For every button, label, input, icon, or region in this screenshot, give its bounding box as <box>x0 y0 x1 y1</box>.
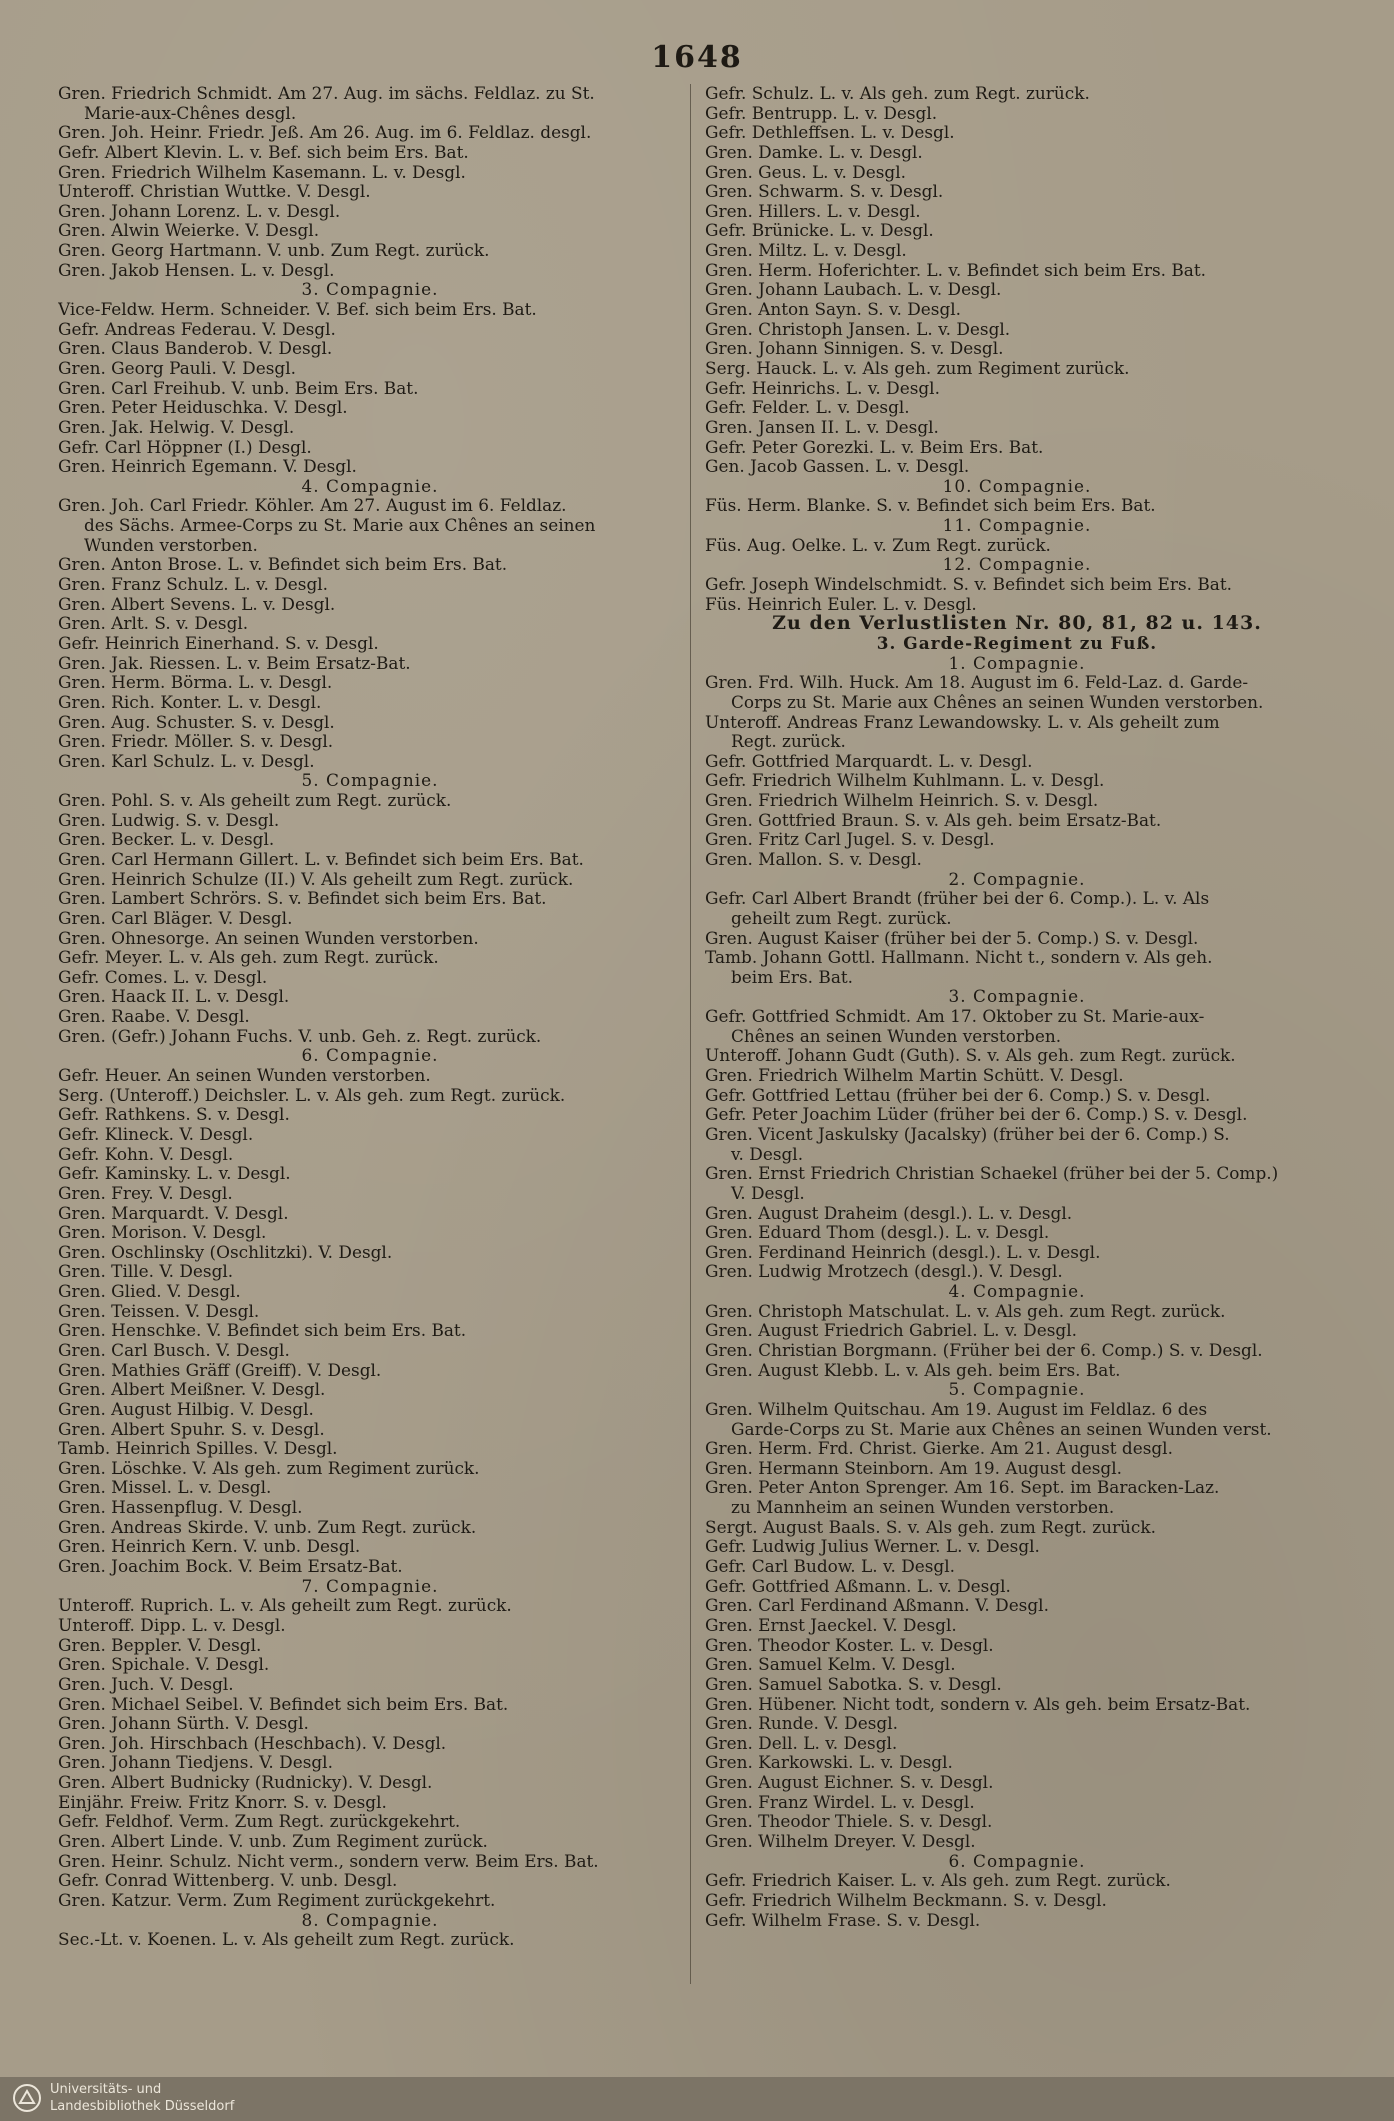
list-entry: Gefr. Friedrich Wilhelm Beckmann. S. v. Desgl. <box>705 1890 1107 1910</box>
list-entry: Gren. Ludwig Mrotzech (desgl.). V. Desgl. <box>705 1262 1063 1282</box>
list-entry: Gefr. Dethleffsen. L. v. Desgl. <box>705 123 955 143</box>
list-entry: Gefr. Wilhelm Frase. S. v. Desgl. <box>705 1910 981 1930</box>
list-entry: Gren. Georg Hartmann. V. unb. Zum Regt. zurück. <box>58 241 490 261</box>
list-entry: Gefr. Heinrich Einerhand. S. v. Desgl. <box>58 633 379 653</box>
list-entry: Einjähr. Freiw. Fritz Knorr. S. v. Desgl. <box>58 1792 387 1812</box>
list-entry: Gren. Andreas Skirde. V. unb. Zum Regt. zurück. <box>58 1517 477 1537</box>
list-entry-continuation: zu Mannheim an seinen Wunden verstorben. <box>731 1498 1115 1518</box>
list-entry: Gren. Carl Hermann Gillert. L. v. Befindet sich beim Ers. Bat. <box>58 849 584 869</box>
list-entry: Gefr. Carl Albert Brandt (früher bei der 6. Comp.). L. v. Als <box>705 889 1210 909</box>
list-entry: Gren. Hassenpflug. V. Desgl. <box>58 1498 303 1518</box>
company-heading: 5. Compagnie. <box>948 1380 1086 1400</box>
list-entry: Füs. Aug. Oelke. L. v. Zum Regt. zurück. <box>705 535 1051 555</box>
list-entry: Gren. Albert Budnicky (Rudnicky). V. Desgl. <box>58 1773 433 1793</box>
list-entry: Gefr. Ludwig Julius Werner. L. v. Desgl. <box>705 1537 1040 1557</box>
list-entry-continuation: geheilt zum Regt. zurück. <box>731 908 952 928</box>
list-entry: Gren. Ernst Friedrich Christian Schaekel (früher bei der 5. Comp.) <box>705 1164 1279 1184</box>
list-entry: Gren. Carl Busch. V. Desgl. <box>58 1341 290 1360</box>
list-entry: Gren. Herm. Hoferichter. L. v. Befindet sich beim Ers. Bat. <box>705 260 1207 280</box>
list-entry: Gren. Dell. L. v. Desgl. <box>705 1733 898 1753</box>
list-entry: Gren. Peter Heiduschka. V. Desgl. <box>58 398 348 418</box>
list-entry: Gren. Heinrich Egemann. V. Desgl. <box>58 457 357 477</box>
list-entry: Unteroff. Andreas Franz Lewandowsky. L. v. Als geheilt zum <box>705 712 1220 732</box>
list-entry: Gren. Henschke. V. Befindet sich beim Ers. Bat. <box>58 1321 467 1341</box>
list-entry: Füs. Herm. Blanke. S. v. Befindet sich beim Ers. Bat. <box>705 496 1156 516</box>
list-entry: Gren. Joh. Heinr. Friedr. Jeß. Am 26. Aug. im 6. Feldlaz. desgl. <box>58 123 592 143</box>
list-entry: Gefr. Joseph Windelschmidt. S. v. Befindet sich beim Ers. Bat. <box>705 575 1232 595</box>
list-entry-continuation: Marie-aux-Chênes desgl. <box>84 103 297 123</box>
list-entry: Gren. Hillers. L. v. Desgl. <box>705 201 921 221</box>
list-entry: Gren. Michael Seibel. V. Befindet sich beim Ers. Bat. <box>58 1694 509 1714</box>
list-entry: Gren. Arlt. S. v. Desgl. <box>58 614 249 634</box>
list-entry: Gren. Ernst Jaeckel. V. Desgl. <box>705 1615 957 1635</box>
list-entry: Gren. Johann Lorenz. L. v. Desgl. <box>58 201 341 221</box>
list-entry: Gefr. Peter Gorezki. L. v. Beim Ers. Bat. <box>705 437 1044 457</box>
list-entry: Gren. Ludwig. S. v. Desgl. <box>58 810 280 830</box>
list-entry: Gren. Hermann Steinborn. Am 19. August desgl. <box>705 1458 1122 1478</box>
list-entry: Gen. Jacob Gassen. L. v. Desgl. <box>705 457 970 477</box>
list-entry: Gefr. Rathkens. S. v. Desgl. <box>58 1105 290 1125</box>
list-entry: Gren. Hübener. Nicht todt, sondern v. Als geh. beim Ersatz-Bat. <box>705 1694 1251 1714</box>
list-entry: Gren. Albert Meißner. V. Desgl. <box>58 1380 326 1400</box>
list-entry: Gefr. Carl Budow. L. v. Desgl. <box>705 1557 956 1577</box>
list-entry: Gren. Oschlinsky (Oschlitzki). V. Desgl. <box>58 1242 393 1262</box>
list-entry: Gren. August Eichner. S. v. Desgl. <box>705 1773 994 1793</box>
right-column <box>705 84 1329 1930</box>
list-entry-continuation: Chênes an seinen Wunden verstorben. <box>731 1026 1062 1046</box>
list-entry: Gren. Pohl. S. v. Als geheilt zum Regt. zurück. <box>58 791 452 811</box>
footer-line-2: Landesbibliothek Düsseldorf <box>50 2099 235 2114</box>
company-heading: 3. Compagnie. <box>301 280 439 300</box>
list-entry: Gren. Jansen II. L. v. Desgl. <box>705 417 939 437</box>
company-heading: 6. Compagnie. <box>948 1851 1086 1871</box>
library-logo-icon <box>12 2083 42 2113</box>
list-entry: Gren. Johann Laubach. L. v. Desgl. <box>705 280 1002 300</box>
list-entry: Gren. Katzur. Verm. Zum Regiment zurückgekehrt. <box>58 1890 496 1910</box>
list-entry: Gren. Frd. Wilh. Huck. Am 18. August im 6. Feld-Laz. d. Garde- <box>705 673 1249 693</box>
list-entry: Serg. Hauck. L. v. Als geh. zum Regiment zurück. <box>705 358 1130 378</box>
list-entry: Gren. Teissen. V. Desgl. <box>58 1301 260 1321</box>
list-entry-continuation: Corps zu St. Marie aux Chênes an seinen Wunden verstorben. <box>731 692 1264 712</box>
list-entry: Gren. Carl Freihub. V. unb. Beim Ers. Bat. <box>58 378 419 398</box>
company-heading: 11. Compagnie. <box>942 516 1092 536</box>
list-entry: Gefr. Schulz. L. v. Als geh. zum Regt. zurück. <box>705 84 1090 103</box>
list-entry: Gren. Joh. Carl Friedr. Köhler. Am 27. August im 6. Feldlaz. <box>58 496 567 516</box>
list-entry: Gren. Friedrich Wilhelm Kasemann. L. v. Desgl. <box>58 162 466 182</box>
list-entry: Gefr. Friedrich Wilhelm Kuhlmann. L. v. Desgl. <box>705 771 1105 791</box>
company-heading: 6. Compagnie. <box>301 1046 439 1066</box>
list-entry: Gefr. Felder. L. v. Desgl. <box>705 398 910 418</box>
list-entry: Gren. Samuel Sabotka. S. v. Desgl. <box>705 1674 1002 1694</box>
list-entry: Gren. Friedrich Wilhelm Martin Schütt. V. Desgl. <box>705 1066 1124 1086</box>
list-entry-continuation: v. Desgl. <box>731 1144 804 1164</box>
list-entry: Gren. Heinr. Schulz. Nicht verm., sondern verw. Beim Ers. Bat. <box>58 1851 599 1871</box>
list-entry: Gefr. Gottfried Schmidt. Am 17. Oktober zu St. Marie-aux- <box>705 1007 1205 1027</box>
list-entry: Gren. Carl Bläger. V. Desgl. <box>58 908 293 928</box>
column-divider <box>690 84 691 1984</box>
list-entry: Sec.-Lt. v. Koenen. L. v. Als geheilt zum Regt. zurück. <box>58 1930 515 1950</box>
list-entry: Gefr. Kaminsky. L. v. Desgl. <box>58 1164 291 1184</box>
list-entry: Gren. Aug. Schuster. S. v. Desgl. <box>58 712 335 732</box>
list-entry: Gren. Frey. V. Desgl. <box>58 1183 233 1203</box>
list-entry: Unteroff. Christian Wuttke. V. Desgl. <box>58 182 371 202</box>
list-entry: Unteroff. Dipp. L. v. Desgl. <box>58 1615 286 1635</box>
list-entry: Gren. Haack II. L. v. Desgl. <box>58 987 290 1007</box>
list-entry: Gren. Herm. Frd. Christ. Gierke. Am 21. August desgl. <box>705 1439 1173 1459</box>
list-entry: Gren. Vicent Jaskulsky (Jacalsky) (früher bei der 6. Comp.) S. <box>705 1124 1230 1144</box>
list-entry: Gefr. Comes. L. v. Desgl. <box>58 967 268 987</box>
list-entry: Gren. Jak. Riessen. L. v. Beim Ersatz-Bat. <box>58 653 411 673</box>
company-heading: 4. Compagnie. <box>301 476 439 496</box>
list-entry: Gren. Juch. V. Desgl. <box>58 1674 234 1694</box>
list-entry: Unteroff. Ruprich. L. v. Als geheilt zum Regt. zurück. <box>58 1596 512 1616</box>
company-heading: 4. Compagnie. <box>948 1282 1086 1302</box>
list-entry: Gefr. Friedrich Kaiser. L. v. Als geh. zum Regt. zurück. <box>705 1871 1171 1891</box>
list-entry: Gefr. Andreas Federau. V. Desgl. <box>58 319 336 339</box>
list-entry: Gren. Theodor Koster. L. v. Desgl. <box>705 1635 994 1655</box>
list-entry: Gren. August Kaiser (früher bei der 5. Comp.) S. v. Desgl. <box>705 928 1199 948</box>
regiment-heading: 3. Garde-Regiment zu Fuß. <box>876 633 1158 653</box>
list-entry-continuation: Wunden verstorben. <box>84 535 258 555</box>
list-entry: Gren. Theodor Thiele. S. v. Desgl. <box>705 1812 993 1832</box>
company-heading: 12. Compagnie. <box>942 555 1092 575</box>
list-entry: Gren. Beppler. V. Desgl. <box>58 1635 262 1655</box>
list-entry: Tamb. Heinrich Spilles. V. Desgl. <box>58 1439 338 1459</box>
list-entry-continuation: Garde-Corps zu St. Marie aux Chênes an seinen Wunden verst. <box>731 1419 1272 1439</box>
footer-text <box>50 2081 234 2115</box>
list-entry: Gren. Herm. Börma. L. v. Desgl. <box>58 673 333 693</box>
list-entry: Sergt. August Baals. S. v. Als geh. zum Regt. zurück. <box>705 1517 1156 1537</box>
list-entry: Gren. Geus. L. v. Desgl. <box>705 162 906 182</box>
company-heading: 10. Compagnie. <box>942 476 1092 496</box>
company-heading: 8. Compagnie. <box>301 1910 439 1930</box>
list-entry: Gren. Claus Banderob. V. Desgl. <box>58 339 333 359</box>
list-entry: Unteroff. Johann Gudt (Guth). S. v. Als geh. zum Regt. zurück. <box>705 1046 1236 1066</box>
list-entry: Gren. Karkowski. L. v. Desgl. <box>705 1753 953 1773</box>
list-entry: Gren. Albert Sevens. L. v. Desgl. <box>58 594 336 614</box>
list-entry: Gren. August Friedrich Gabriel. L. v. Desgl. <box>705 1321 1077 1341</box>
list-entry: Gren. Georg Pauli. V. Desgl. <box>58 358 296 378</box>
list-entry: Gren. Schwarm. S. v. Desgl. <box>705 182 944 202</box>
page-number: 1648 <box>651 40 743 75</box>
list-entry: Gefr. Albert Klevin. L. v. Bef. sich beim Ers. Bat. <box>58 142 469 162</box>
list-entry: Gren. Tille. V. Desgl. <box>58 1262 234 1282</box>
list-entry: Gren. August Draheim (desgl.). L. v. Desgl. <box>705 1203 1073 1223</box>
list-entry: Gren. Albert Linde. V. unb. Zum Regiment zurück. <box>58 1832 488 1852</box>
list-entry: Gren. Morison. V. Desgl. <box>58 1223 267 1243</box>
list-entry: Gefr. Heinrichs. L. v. Desgl. <box>705 378 940 398</box>
list-entry: Gren. Karl Schulz. L. v. Desgl. <box>58 751 315 771</box>
list-entry: Gren. Heinrich Kern. V. unb. Desgl. <box>58 1537 361 1557</box>
list-entry: Gren. Heinrich Schulze (II.) V. Als geheilt zum Regt. zurück. <box>58 869 574 889</box>
list-entry: Gefr. Klineck. V. Desgl. <box>58 1124 254 1144</box>
list-entry: Füs. Heinrich Euler. L. v. Desgl. <box>705 594 977 614</box>
list-entry: Gren. Johann Sürth. V. Desgl. <box>58 1714 309 1734</box>
list-entry: Gren. Damke. L. v. Desgl. <box>705 142 923 162</box>
list-entry: Gren. Fritz Carl Jugel. S. v. Desgl. <box>705 830 995 850</box>
list-entry: Gren. Franz Wirdel. L. v. Desgl. <box>705 1792 975 1812</box>
list-entry: Gren. Runde. V. Desgl. <box>705 1714 898 1734</box>
list-entry: Gren. Friedrich Schmidt. Am 27. Aug. im sächs. Feldlaz. zu St. <box>58 84 595 103</box>
list-entry: Gren. Marquardt. V. Desgl. <box>58 1203 289 1223</box>
list-entry: Gren. August Hilbig. V. Desgl. <box>58 1399 314 1419</box>
company-heading: 3. Compagnie. <box>948 987 1086 1007</box>
list-entry: Gren. Franz Schulz. L. v. Desgl. <box>58 575 329 595</box>
left-column <box>58 84 682 1950</box>
list-entry: Gren. Johann Sinnigen. S. v. Desgl. <box>705 339 1004 359</box>
list-entry: Gren. Peter Anton Sprenger. Am 16. Sept. im Baracken-Laz. <box>705 1478 1220 1498</box>
section-heading: Zu den Verlustlisten Nr. 80, 81, 82 u. 143. <box>772 614 1262 634</box>
list-entry: Gren. Carl Ferdinand Aßmann. V. Desgl. <box>705 1596 1049 1616</box>
list-entry: Gren. Christoph Jansen. L. v. Desgl. <box>705 319 1011 339</box>
list-entry: Gefr. Gottfried Marquardt. L. v. Desgl. <box>705 751 1033 771</box>
company-heading: 2. Compagnie. <box>948 869 1086 889</box>
list-entry: Gren. Albert Spuhr. S. v. Desgl. <box>58 1419 325 1439</box>
list-entry: Gren. Friedr. Möller. S. v. Desgl. <box>58 732 334 752</box>
footer-line-1: Universitäts- und <box>50 2082 162 2097</box>
list-entry: Gren. Christian Borgmann. (Früher bei der 6. Comp.) S. v. Desgl. <box>705 1341 1263 1360</box>
list-entry: Gefr. Feldhof. Verm. Zum Regt. zurückgekehrt. <box>58 1812 461 1832</box>
list-entry: Gefr. Gottfried Aßmann. L. v. Desgl. <box>705 1576 1011 1596</box>
list-entry-continuation: V. Desgl. <box>731 1183 805 1203</box>
list-entry: Gren. Ohnesorge. An seinen Wunden verstorben. <box>58 928 479 948</box>
list-entry: Gren. Alwin Weierke. V. Desgl. <box>58 221 320 241</box>
list-entry: Gefr. Carl Höppner (I.) Desgl. <box>58 437 312 457</box>
company-heading: 1. Compagnie. <box>948 653 1086 673</box>
company-heading: 7. Compagnie. <box>301 1576 439 1596</box>
list-entry-continuation: Regt. zurück. <box>731 732 846 752</box>
list-entry: Gren. Ferdinand Heinrich (desgl.). L. v. Desgl. <box>705 1242 1101 1262</box>
list-entry: Gren. Becker. L. v. Desgl. <box>58 830 275 850</box>
list-entry: Gren. Spichale. V. Desgl. <box>58 1655 270 1675</box>
list-entry: Gefr. Gottfried Lettau (früher bei der 6. Comp.) S. v. Desgl. <box>705 1085 1211 1105</box>
list-entry: Tamb. Johann Gottl. Hallmann. Nicht t., sondern v. Als geh. <box>705 948 1213 968</box>
list-entry: Gefr. Brünicke. L. v. Desgl. <box>705 221 934 241</box>
list-entry: Gren. Löschke. V. Als geh. zum Regiment zurück. <box>58 1458 480 1478</box>
list-entry: Gren. Anton Brose. L. v. Befindet sich beim Ers. Bat. <box>58 555 508 575</box>
list-entry: Gren. Johann Tiedjens. V. Desgl. <box>58 1753 333 1773</box>
list-entry: Gren. August Klebb. L. v. Als geh. beim Ers. Bat. <box>705 1360 1121 1380</box>
list-entry: Gren. Christoph Matschulat. L. v. Als geh. zum Regt. zurück. <box>705 1301 1226 1321</box>
list-entry: Gren. Gottfried Braun. S. v. Als geh. beim Ersatz-Bat. <box>705 810 1162 830</box>
list-entry: Gren. Missel. L. v. Desgl. <box>58 1478 272 1498</box>
list-entry: Vice-Feldw. Herm. Schneider. V. Bef. sich beim Ers. Bat. <box>58 300 537 320</box>
list-entry: Gren. Jakob Hensen. L. v. Desgl. <box>58 260 335 280</box>
list-entry: Gren. Miltz. L. v. Desgl. <box>705 241 907 261</box>
list-entry: Gren. Samuel Kelm. V. Desgl. <box>705 1655 956 1675</box>
list-entry: Gren. Wilhelm Dreyer. V. Desgl. <box>705 1832 976 1852</box>
list-entry: Gren. Lambert Schrörs. S. v. Befindet sich beim Ers. Bat. <box>58 889 547 909</box>
list-entry: Gren. Joh. Hirschbach (Heschbach). V. Desgl. <box>58 1733 447 1753</box>
list-entry: Gren. Raabe. V. Desgl. <box>58 1007 250 1027</box>
list-entry-continuation: beim Ers. Bat. <box>731 967 854 987</box>
list-entry: Gefr. Meyer. L. v. Als geh. zum Regt. zurück. <box>58 948 439 968</box>
list-entry: Gefr. Kohn. V. Desgl. <box>58 1144 234 1164</box>
list-entry: Gren. Friedrich Wilhelm Heinrich. S. v. Desgl. <box>705 791 1099 811</box>
list-entry: Gefr. Conrad Wittenberg. V. unb. Desgl. <box>58 1871 398 1891</box>
company-heading: 5. Compagnie. <box>301 771 439 791</box>
list-entry: Gren. (Gefr.) Johann Fuchs. V. unb. Geh. z. Regt. zurück. <box>58 1026 542 1046</box>
list-entry-continuation: des Sächs. Armee-Corps zu St. Marie aux Chênes an seinen <box>84 516 596 536</box>
list-entry: Gren. Mallon. S. v. Desgl. <box>705 849 922 869</box>
list-entry: Gren. Mathies Gräff (Greiff). V. Desgl. <box>58 1360 382 1380</box>
list-entry: Gren. Jak. Helwig. V. Desgl. <box>58 417 295 437</box>
list-entry: Gren. Glied. V. Desgl. <box>58 1282 241 1302</box>
list-entry: Gren. Wilhelm Quitschau. Am 19. August im Feldlaz. 6 des <box>705 1399 1208 1419</box>
list-entry: Gefr. Bentrupp. L. v. Desgl. <box>705 103 938 123</box>
list-entry: Serg. (Unteroff.) Deichsler. L. v. Als geh. zum Regt. zurück. <box>58 1085 566 1105</box>
list-entry: Gren. Rich. Konter. L. v. Desgl. <box>58 692 322 712</box>
library-footer <box>0 2077 1394 2121</box>
list-entry: Gefr. Peter Joachim Lüder (früher bei der 6. Comp.) S. v. Desgl. <box>705 1105 1248 1125</box>
list-entry: Gefr. Heuer. An seinen Wunden verstorben. <box>58 1066 431 1086</box>
list-entry: Gren. Anton Sayn. S. v. Desgl. <box>705 300 962 320</box>
list-entry: Gren. Joachim Bock. V. Beim Ersatz-Bat. <box>58 1557 403 1577</box>
list-entry: Gren. Eduard Thom (desgl.). L. v. Desgl. <box>705 1223 1050 1243</box>
